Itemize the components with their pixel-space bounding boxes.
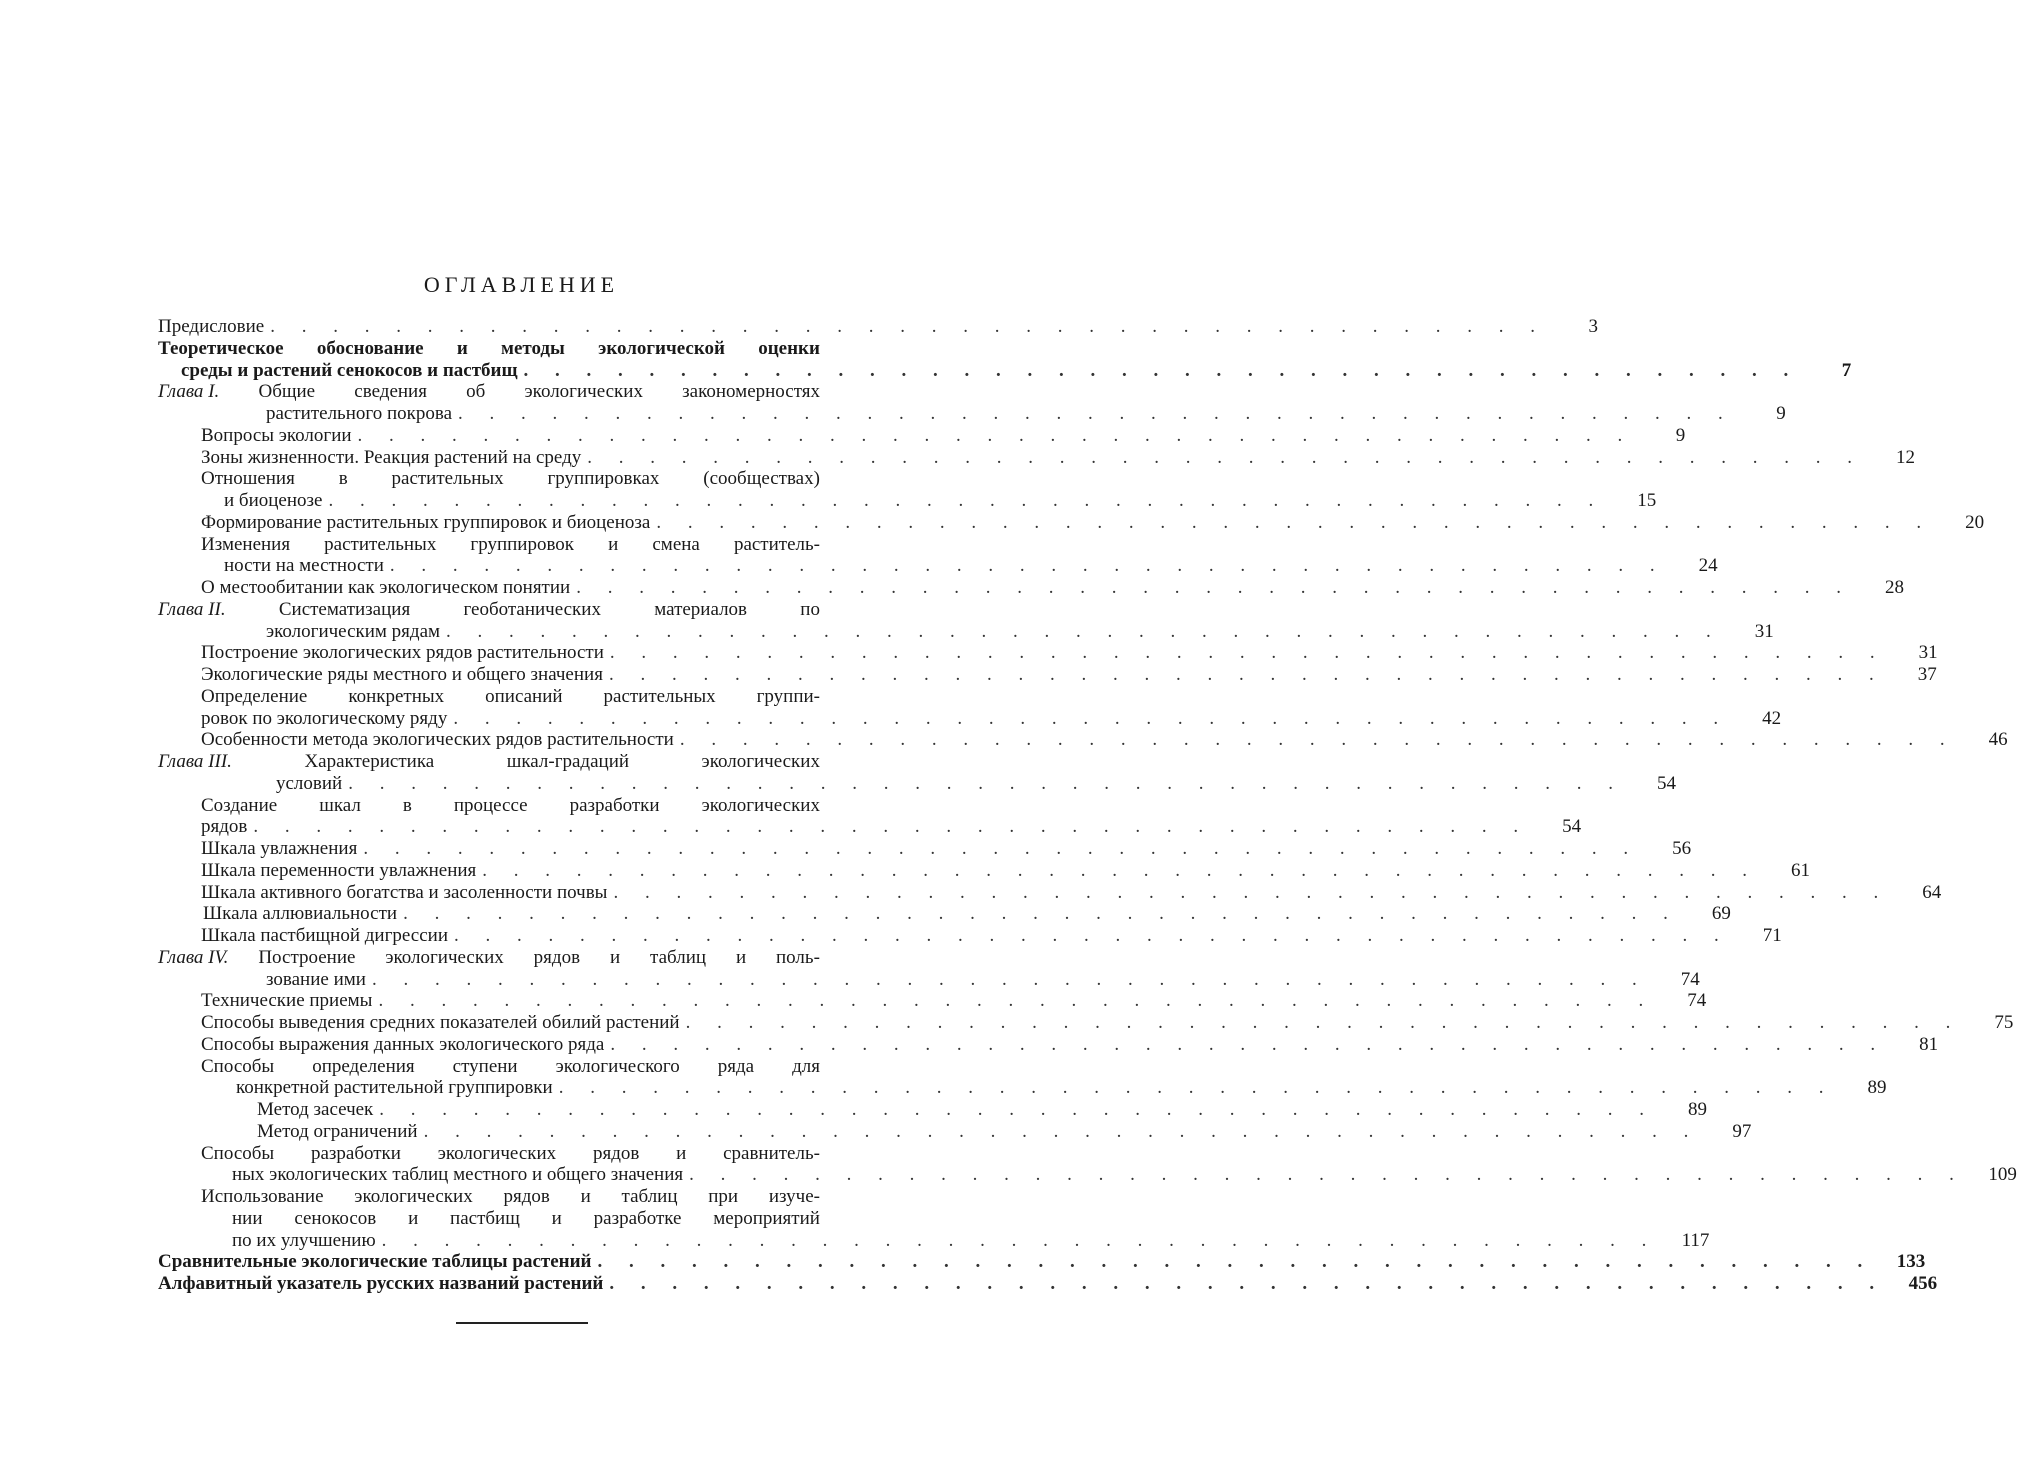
toc-entry-ch2-s3[interactable]: ровок по экологическому ряду . . . . . . . . . . . . . . . . . . . . . . . . . . . . . . . . . . . . . . . . . 42	[201, 707, 1782, 729]
toc-entry-ch4-s4-line1[interactable]: Способы определения ступени экологического ряда для	[201, 1055, 820, 1077]
toc-entry-ch4-s5-line1[interactable]: Способы разработки экологических рядов и сравнитель-	[201, 1142, 820, 1164]
toc-entry-ch4-s1[interactable]: Технические приемы . . . . . . . . . . . . . . . . . . . . . . . . . . . . . . . . . . . . . . . . . 74	[201, 990, 1707, 1012]
toc-entry-ch2-s1[interactable]: Построение экологических рядов растительности . . . . . . . . . . . . . . . . . . . . . . . . . . . . . . . . . . . . . . . . . 31	[201, 642, 1938, 664]
page-number: 3	[1588, 316, 1598, 337]
toc-entry-ch4-s6-line2[interactable]: нии сенокосов и пастбищ и разработке мероприятий	[232, 1207, 820, 1229]
page-number: 37	[1917, 664, 1937, 685]
toc-entry-theory[interactable]: среды и растений сенокосов и пастбищ . . . . . . . . . . . . . . . . . . . . . . . . . . . . . . . . . . . . . . . . . 7	[181, 359, 1852, 381]
toc-entry-ch3-s4[interactable]: Шкала активного богатства и засоленности почвы . . . . . . . . . . . . . . . . . . . . . . . . . . . . . . . . . . . . . . . . . 64	[201, 881, 1942, 903]
toc-entry-ch1-line1[interactable]: Глава I. Общие сведения об экологических закономерностях	[158, 381, 820, 403]
page-number: 15	[1637, 490, 1657, 511]
toc-entry-ch4-s5[interactable]: ных экологических таблиц местного и общего значения . . . . . . . . . . . . . . . . . . . . . . . . . . . . . . . . . . . . . . . . . 109	[232, 1164, 2017, 1186]
toc-entry-ch1[interactable]: растительного покрова . . . . . . . . . . . . . . . . . . . . . . . . . . . . . . . . . . . . . . . . . 9	[266, 403, 1786, 424]
toc-entry-ch3-s1[interactable]: рядов . . . . . . . . . . . . . . . . . . . . . . . . . . . . . . . . . . . . . . . . . 54	[201, 816, 1582, 838]
page-number: 64	[1922, 881, 1942, 903]
page-number: 117	[1681, 1229, 1710, 1251]
toc-entry-ch4-line1[interactable]: Глава IV. Построение экологических рядов и таблиц и поль-	[158, 946, 820, 968]
table-of-contents	[158, 316, 2017, 1295]
page-number: 12	[1896, 446, 1916, 468]
toc-entry-ch2-s3-line1[interactable]: Определение конкретных описаний растительных группи-	[201, 685, 820, 707]
page-number: 56	[1672, 838, 1692, 859]
page-number: 89	[1867, 1077, 1887, 1099]
page-number: 75	[1994, 1012, 2014, 1033]
page-number: 20	[1965, 511, 1985, 533]
toc-entry-ch4-s4[interactable]: конкретной растительной группировки . . . . . . . . . . . . . . . . . . . . . . . . . . . . . . . . . . . . . . . . . 89	[236, 1077, 1887, 1099]
page-number: 42	[1762, 707, 1782, 729]
page-number: 24	[1698, 555, 1718, 577]
page-number: 31	[1918, 642, 1938, 664]
chapter-label: Глава II.	[158, 598, 226, 620]
page-number: 54	[1562, 816, 1582, 838]
page-number: 81	[1919, 1033, 1939, 1055]
toc-entry-ch1-s6[interactable]: О местообитании как экологическом понятии . . . . . . . . . . . . . . . . . . . . . . . . . . . . . . . . . . . . . . . . . 28	[201, 577, 1904, 598]
page-number: 456	[1908, 1273, 1938, 1294]
toc-entry-ch4-s4a[interactable]: Метод засечек . . . . . . . . . . . . . . . . . . . . . . . . . . . . . . . . . . . . . . . . . 89	[257, 1099, 1708, 1120]
page-number: 97	[1732, 1120, 1752, 1142]
toc-entry-ch1-s5-line1[interactable]: Изменения растительных группировок и смена раститель-	[201, 533, 820, 555]
toc-entry-ch4-s2[interactable]: Способы выведения средних показателей обилий растений . . . . . . . . . . . . . . . . . . . . . . . . . . . . . . . . . . . . . . . . . 75	[201, 1012, 2014, 1033]
page-number: 89	[1688, 1099, 1708, 1120]
toc-entry-comparative-tables[interactable]: Сравнительные экологические таблицы растений . . . . . . . . . . . . . . . . . . . . . . . . . . . . . . . . . . . . . . . . . 133	[158, 1251, 1926, 1273]
toc-entry-ch2[interactable]: экологическим рядам . . . . . . . . . . . . . . . . . . . . . . . . . . . . . . . . . . . . . . . . . 31	[266, 620, 1774, 642]
toc-entry-ch2-s4[interactable]: Особенности метода экологических рядов растительности . . . . . . . . . . . . . . . . . . . . . . . . . . . . . . . . . . . . . . . . . 46	[201, 729, 2008, 751]
chapter-label: Глава IV.	[158, 946, 229, 968]
toc-entry-alphabetical-index[interactable]: Алфавитный указатель русских названий растений . . . . . . . . . . . . . . . . . . . . . . . . . . . . . . . . . . . . . . . . . 456	[158, 1273, 1938, 1294]
toc-entry-theory-line1[interactable]: Теоретическое обоснование и методы экологической оценки	[158, 337, 820, 359]
toc-entry-ch1-s2[interactable]: Зоны жизненности. Реакция растений на среду . . . . . . . . . . . . . . . . . . . . . . . . . . . . . . . . . . . . . . . . . 12	[201, 446, 1916, 468]
page-number: 9	[1776, 403, 1786, 424]
page-title: ОГЛАВЛЕНИЕ	[423, 272, 620, 297]
toc-entry-ch3-s3[interactable]: Шкала переменности увлажнения . . . . . . . . . . . . . . . . . . . . . . . . . . . . . . . . . . . . . . . . . 61	[201, 859, 1811, 881]
page-number: 61	[1791, 859, 1811, 881]
toc-entry-ch1-s3[interactable]: и биоценозе . . . . . . . . . . . . . . . . . . . . . . . . . . . . . . . . . . . . . . . . . 15	[224, 490, 1657, 511]
toc-entry-ch3-s5[interactable]: Шкала аллювиальности . . . . . . . . . . . . . . . . . . . . . . . . . . . . . . . . . . . . . . . . . 69	[203, 903, 1731, 925]
toc-entry-ch1-s4[interactable]: Формирование растительных группировок и биоценоза . . . . . . . . . . . . . . . . . . . . . . . . . . . . . . . . . . . . . . . . . 20	[201, 511, 1985, 533]
page-number: 7	[1841, 359, 1852, 381]
page-number: 9	[1675, 424, 1686, 446]
page-number: 46	[1988, 729, 2008, 751]
page-number: 28	[1884, 577, 1904, 598]
page-number: 31	[1754, 620, 1774, 642]
chapter-label: Глава I.	[158, 381, 220, 403]
toc-entry-ch1-s5[interactable]: ности на местности . . . . . . . . . . . . . . . . . . . . . . . . . . . . . . . . . . . . . . . . . 24	[224, 555, 1718, 577]
toc-entry-ch2-s2[interactable]: Экологические ряды местного и общего значения . . . . . . . . . . . . . . . . . . . . . . . . . . . . . . . . . . . . . . . . . 37	[201, 664, 1937, 685]
toc-entry-ch3[interactable]: условий . . . . . . . . . . . . . . . . . . . . . . . . . . . . . . . . . . . . . . . . . 54	[276, 772, 1676, 794]
chapter-label: Глава III.	[158, 751, 232, 772]
toc-entry-ch1-s3-line1[interactable]: Отношения в растительных группировках (сообществах)	[201, 468, 820, 490]
toc-entry-ch4-s3[interactable]: Способы выражения данных экологического ряда . . . . . . . . . . . . . . . . . . . . . . . . . . . . . . . . . . . . . . . . . 81	[201, 1033, 1939, 1055]
toc-entry-ch4[interactable]: зование ими . . . . . . . . . . . . . . . . . . . . . . . . . . . . . . . . . . . . . . . . . 74	[266, 968, 1700, 990]
page-number: 71	[1762, 925, 1782, 946]
page-number: 69	[1711, 903, 1731, 925]
toc-entry-ch2-line1[interactable]: Глава II. Систематизация геоботанических материалов по	[158, 598, 820, 620]
toc-entry-ch3-s1-line1[interactable]: Создание шкал в процессе разработки экологических	[201, 794, 820, 816]
toc-entry-ch1-s1[interactable]: Вопросы экологии . . . . . . . . . . . . . . . . . . . . . . . . . . . . . . . . . . . . . . . . . 9	[201, 424, 1686, 446]
page-number: 54	[1656, 772, 1676, 794]
page-number: 74	[1680, 968, 1700, 990]
closing-rule	[456, 1322, 588, 1324]
page-number: 133	[1896, 1251, 1926, 1273]
toc-entry-ch3-s6[interactable]: Шкала пастбищной дигрессии . . . . . . . . . . . . . . . . . . . . . . . . . . . . . . . . . . . . . . . . . 71	[201, 925, 1782, 946]
page-number: 74	[1687, 990, 1707, 1012]
toc-entry-ch4-s6-line1[interactable]: Использование экологических рядов и таблиц при изуче-	[201, 1186, 820, 1207]
toc-entry-preface[interactable]: Предисловие . . . . . . . . . . . . . . . . . . . . . . . . . . . . . . . . . . . . . . . . . 3	[158, 316, 1598, 337]
toc-entry-ch3-s2[interactable]: Шкала увлажнения . . . . . . . . . . . . . . . . . . . . . . . . . . . . . . . . . . . . . . . . . 56	[201, 838, 1692, 859]
toc-entry-ch4-s6[interactable]: по их улучшению . . . . . . . . . . . . . . . . . . . . . . . . . . . . . . . . . . . . . . . . . 117	[232, 1229, 1710, 1251]
toc-entry-ch3-line1[interactable]: Глава III. Характеристика шкал-градаций экологических	[158, 751, 820, 772]
toc-entry-ch4-s4b[interactable]: Метод ограничений . . . . . . . . . . . . . . . . . . . . . . . . . . . . . . . . . . . . . . . . . 97	[257, 1120, 1752, 1142]
page-number: 109	[1988, 1164, 2017, 1186]
